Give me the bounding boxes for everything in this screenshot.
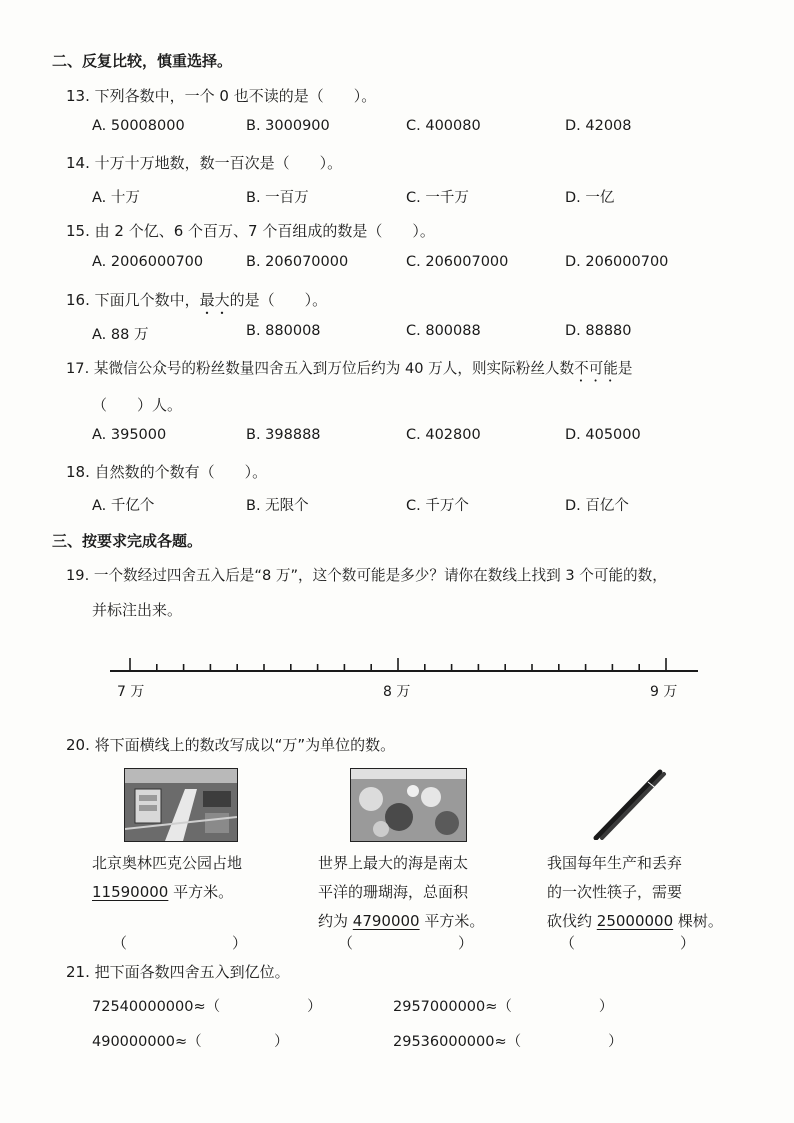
q14-option-b: B. 一百万 [246, 190, 309, 206]
label-8wan: 8 万 [383, 684, 411, 700]
q21-item-1[interactable]: 72540000000≈（ ） [92, 999, 322, 1015]
q16-option-b: B. 880008 [246, 323, 321, 339]
q13-stem: 13. 下列各数中，一个 0 也不读的是（ ）。 [66, 87, 377, 105]
q20-item-2-line1: 世界上最大的海是南太 [318, 854, 469, 872]
q20-item-1-line1: 北京奥林匹克公园占地 [92, 854, 243, 872]
q18-option-d: D. 百亿个 [565, 498, 629, 514]
q20-item-3-number: 25000000 [596, 912, 674, 930]
label-7wan: 7 万 [117, 684, 145, 700]
q17-stem-post: 是 [617, 360, 633, 377]
q20-answer-3[interactable]: （ ） [560, 934, 696, 952]
q15-stem: 15. 由 2 个亿、6 个百万、7 个百组成的数是（ ）。 [66, 222, 435, 240]
q17-option-b: B. 398888 [246, 427, 321, 443]
q18-option-b: B. 无限个 [246, 498, 309, 514]
q17-stem-pre: 17. 某微信公众号的粉丝数量四舍五入到万位后约为 40 万人，则实际粉丝人数 [66, 360, 575, 377]
q18-option-a: A. 千亿个 [92, 498, 155, 514]
q17-option-c: C. 402800 [406, 427, 481, 443]
q20-answer-2[interactable]: （ ） [338, 934, 474, 952]
q20-item-3-unit: 棵树。 [673, 912, 723, 930]
q18-stem: 18. 自然数的个数有（ ）。 [66, 463, 268, 481]
q14-option-d: D. 一亿 [565, 190, 615, 206]
chopsticks-photo [588, 768, 668, 840]
q20-item-1-line2 [92, 878, 242, 907]
q20-item-1-number: 11590000 [92, 883, 169, 901]
q17-stem [66, 357, 633, 385]
q17-option-a: A. 395000 [92, 427, 167, 443]
q15-option-d: D. 206000700 [565, 254, 669, 270]
q15-option-a: A. 2006000700 [92, 254, 204, 270]
q17-stem-line2: （ ）人。 [92, 396, 183, 414]
q13-option-d: D. 42008 [565, 118, 632, 134]
q13-option-b: B. 3000900 [246, 118, 330, 134]
q16-option-d: D. 88880 [565, 323, 632, 339]
q20-item-2 [318, 849, 484, 936]
q20-item-2-pre: 约为 [318, 912, 353, 930]
q16-emphasis: 最大 [199, 291, 230, 309]
q20-answer-1[interactable]: （ ） [112, 934, 248, 952]
q20-item-3 [547, 849, 723, 936]
q20-item-2-unit: 平方米。 [419, 912, 485, 930]
q17-emphasis: 不可能 [574, 360, 618, 377]
q13-option-a: A. 50008000 [92, 118, 185, 134]
olympic-park-photo [124, 768, 238, 842]
q14-option-c: C. 一千万 [406, 190, 469, 206]
q20-item-3-line2: 的一次性筷子，需要 [547, 883, 683, 901]
q20-item-1-unit: 平方米。 [168, 883, 234, 901]
q16-option-c: C. 800088 [406, 323, 481, 339]
q19-stem-line1: 19. 一个数经过四舍五入后是“8 万”，这个数可能是多少？请你在数线上找到 3 个可能的数， [66, 567, 667, 584]
q21-item-4[interactable]: 29536000000≈（ ） [393, 1034, 623, 1050]
section-3-title: 三、按要求完成各题。 [52, 532, 203, 550]
section-2-title: 二、反复比较，慎重选择。 [52, 52, 233, 70]
q21-item-2[interactable]: 2957000000≈（ ） [393, 999, 614, 1015]
coral-sea-photo [350, 768, 467, 842]
q20-stem: 20. 将下面横线上的数改写成以“万”为单位的数。 [66, 736, 396, 754]
q17-option-d: D. 405000 [565, 427, 641, 443]
q16-option-a: A. 88 万 [92, 327, 149, 343]
q20-item-1 [92, 849, 242, 907]
q18-option-c: C. 千万个 [406, 498, 469, 514]
q14-stem: 14. 十万十万地数，数一百次是（ ）。 [66, 154, 343, 172]
q15-option-b: B. 206070000 [246, 254, 349, 270]
q16-stem-pre: 16. 下面几个数中， [66, 291, 200, 309]
q21-stem: 21. 把下面各数四舍五入到亿位。 [66, 963, 290, 981]
q13-option-c: C. 400080 [406, 118, 481, 134]
q20-item-3-pre: 砍伐约 [547, 912, 597, 930]
q16-stem-post: 的是（ ）。 [229, 291, 328, 309]
q14-option-a: A. 十万 [92, 190, 140, 206]
q19-stem-line2: 并标注出来。 [92, 601, 183, 619]
label-9wan: 9 万 [650, 684, 678, 700]
q20-item-3-line1: 我国每年生产和丢弃 [547, 854, 683, 872]
q20-item-2-line2: 平洋的珊瑚海，总面积 [318, 883, 469, 901]
q20-item-2-number: 4790000 [352, 912, 420, 930]
number-line-ticks [130, 658, 666, 671]
q15-option-c: C. 206007000 [406, 254, 509, 270]
q21-item-3[interactable]: 490000000≈（ ） [92, 1034, 289, 1050]
q16-stem [66, 289, 327, 318]
